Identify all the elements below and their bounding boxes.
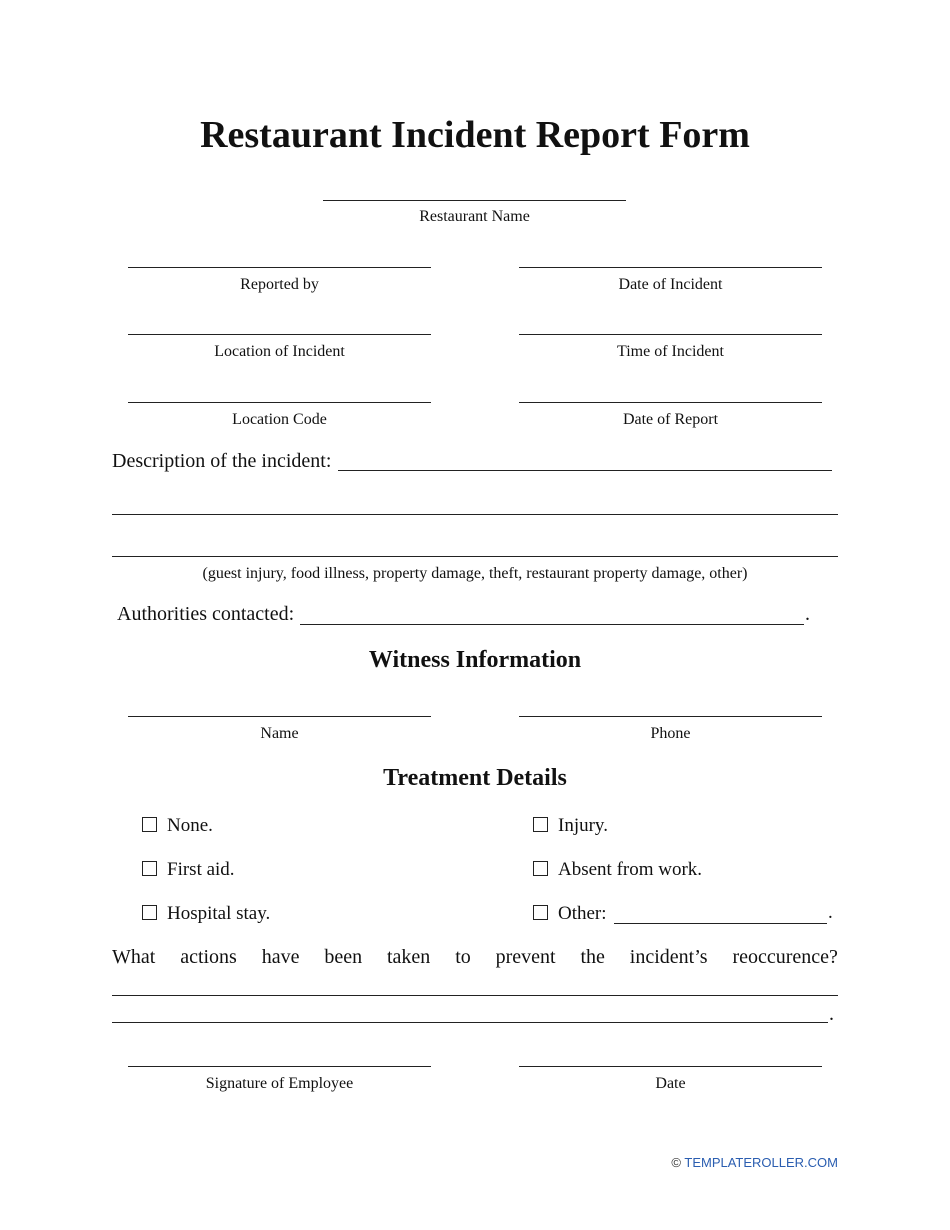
prevention-word: taken	[387, 946, 431, 968]
checkbox-hospital[interactable]	[142, 905, 157, 920]
prevention-word: reoccurence?	[732, 946, 838, 968]
reported-by-label: Reported by	[240, 276, 319, 293]
authorities-label: Authorities contacted:	[117, 603, 295, 625]
prevention-line-1[interactable]	[112, 995, 838, 996]
prevention-word: prevent	[495, 946, 556, 968]
option-absent-label: Absent from work.	[558, 859, 703, 880]
signature-line[interactable]	[128, 1066, 431, 1067]
witness-phone-label: Phone	[650, 725, 691, 742]
prevention-word: have	[261, 946, 300, 968]
other-line[interactable]	[614, 923, 827, 924]
location-code-line[interactable]	[128, 402, 431, 403]
date-of-report-label: Date of Report	[622, 411, 719, 428]
description-line-3[interactable]	[112, 556, 838, 557]
checkbox-first-aid[interactable]	[142, 861, 157, 876]
form-title: Restaurant Incident Report Form	[200, 114, 750, 156]
option-absent[interactable]	[533, 858, 702, 882]
time-of-incident-line[interactable]	[519, 334, 822, 335]
restaurant-name-label: Restaurant Name	[419, 208, 530, 225]
option-other-label: Other:	[558, 903, 607, 924]
prevention-word: What	[112, 946, 156, 968]
other-period: .	[828, 902, 833, 923]
option-first-aid-label: First aid.	[167, 859, 235, 880]
prevention-word: the	[580, 946, 605, 968]
location-of-incident-line[interactable]	[128, 334, 431, 335]
signature-label: Signature of Employee	[205, 1075, 354, 1092]
option-hospital[interactable]	[142, 902, 270, 926]
prevention-line-2[interactable]	[112, 1022, 828, 1023]
treatment-heading: Treatment Details	[383, 765, 567, 791]
option-first-aid[interactable]	[142, 858, 235, 882]
restaurant-name-line[interactable]	[323, 200, 626, 201]
copyright-symbol: ©	[671, 1155, 681, 1170]
date-of-incident-label: Date of Incident	[618, 276, 723, 293]
time-of-incident-label: Time of Incident	[617, 343, 724, 360]
description-hint: (guest injury, food illness, property damage, theft, restaurant property damage, other)	[202, 565, 748, 582]
checkbox-none[interactable]	[142, 817, 157, 832]
option-other[interactable]	[533, 902, 607, 926]
reported-by-line[interactable]	[128, 267, 431, 268]
authorities-period: .	[805, 603, 810, 625]
prevention-word: actions	[180, 946, 237, 968]
date-of-incident-line[interactable]	[519, 267, 822, 268]
option-injury[interactable]	[533, 814, 608, 838]
signature-date-label: Date	[655, 1075, 686, 1092]
location-code-label: Location Code	[232, 411, 327, 428]
witness-phone-line[interactable]	[519, 716, 822, 717]
option-none-label: None.	[167, 815, 213, 836]
checkbox-other[interactable]	[533, 905, 548, 920]
prevention-word: incident’s	[629, 946, 708, 968]
footer-brand[interactable]	[671, 1155, 838, 1170]
authorities-line[interactable]	[300, 624, 804, 625]
prevention-question	[112, 945, 838, 969]
prevention-period: .	[829, 1003, 834, 1025]
option-none[interactable]	[142, 814, 213, 838]
checkbox-injury[interactable]	[533, 817, 548, 832]
description-line-2[interactable]	[112, 514, 838, 515]
description-label: Description of the incident:	[112, 450, 332, 472]
date-of-report-line[interactable]	[519, 402, 822, 403]
prevention-word: been	[324, 946, 363, 968]
witness-name-line[interactable]	[128, 716, 431, 717]
witness-heading: Witness Information	[368, 647, 582, 673]
checkbox-absent[interactable]	[533, 861, 548, 876]
description-line-1[interactable]	[338, 470, 832, 471]
prevention-word: to	[455, 946, 471, 968]
brand-link[interactable]: TEMPLATEROLLER.COM	[684, 1155, 838, 1170]
location-of-incident-label: Location of Incident	[214, 343, 345, 360]
signature-date-line[interactable]	[519, 1066, 822, 1067]
option-hospital-label: Hospital stay.	[167, 903, 271, 924]
witness-name-label: Name	[260, 725, 299, 742]
option-injury-label: Injury.	[558, 815, 608, 836]
